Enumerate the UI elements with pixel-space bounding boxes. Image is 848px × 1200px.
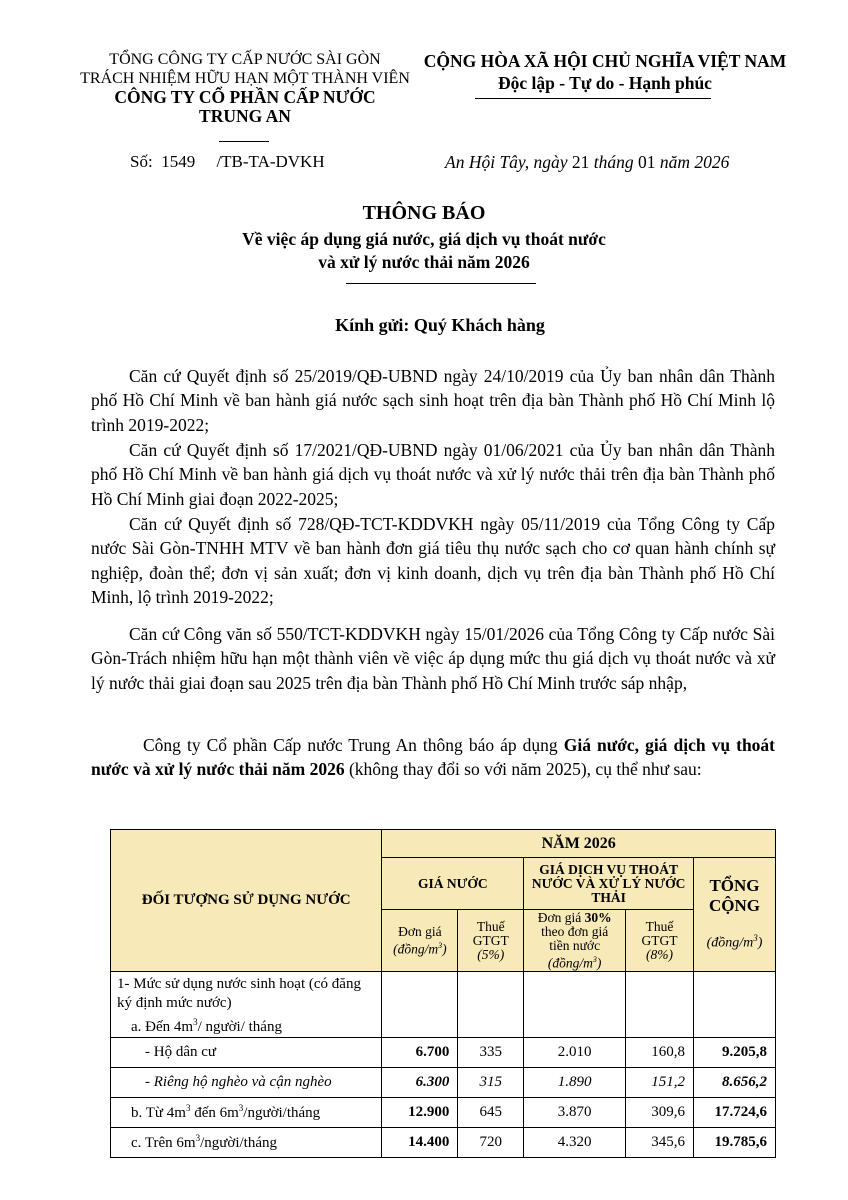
issuer-name-2: TRUNG AN bbox=[199, 106, 291, 126]
vat5-header: Thuế GTGT (5%) bbox=[458, 910, 524, 972]
table-row-group bbox=[111, 972, 776, 1038]
issuer-parent-type: TRÁCH NHIỆM HỮU HẠN MỘT THÀNH VIÊN bbox=[80, 70, 410, 87]
document-number-value: 1549 bbox=[161, 152, 196, 171]
paragraph-3: Căn cứ Quyết định số 728/QĐ-TCT-KDDVKH ngày 05/11/2019 của Tổng Công ty Cấp nước Sài Gòn-TNHH MTV về ban hành đơn giá tiêu thụ nước sạch cho cơ quan hành chính sự nghiệp, đoàn thể; đơn vị sản xuất; đơn vị kinh doanh, dịch vụ trên địa bàn Thành phố Hồ Chí Minh, lộ trình 2019-2022; bbox=[91, 514, 775, 607]
year-header: NĂM 2026 bbox=[382, 830, 776, 858]
service-unit-price-header: Đơn giá 30% theo đơn giá tiền nước $(đồng/m^3)$ bbox=[524, 910, 626, 972]
motto-underline bbox=[475, 98, 711, 99]
paragraph-1: Căn cứ Quyết định số 25/2019/QĐ-UBND ngày 24/10/2019 của Ủy ban nhân dân Thành phố Hồ Chí Minh về ban hành giá nước sạch sinh hoạt trên địa bàn Thành phố Hồ Chí Minh lộ trình 2019-2022; bbox=[91, 366, 775, 435]
table-row: - Hộ dân cư 6.700 335 2.010 160,8 9.205,8 bbox=[111, 1038, 776, 1068]
col-object-header: ĐỐI TƯỢNG SỬ DỤNG NƯỚC bbox=[111, 830, 382, 972]
group-label: 1- Mức sử dụng nước sinh hoạt (có đăng ký định mức nước) a. Đến $4m^3/$ người/ tháng bbox=[111, 972, 382, 1038]
issuer-block bbox=[80, 50, 410, 126]
notice-paragraph: Công ty Cổ phần Cấp nước Trung An thông báo áp dụng Giá nước, giá dịch vụ thoát nước và xử lý nước thải năm 2026 (không thay đổi so với năm 2025), cụ thể như sau: bbox=[91, 735, 775, 780]
vat8-header: Thuế GTGT (8%) bbox=[626, 910, 694, 972]
document-subject: Về việc áp dụng giá nước, giá dịch vụ thoát nước và xử lý nước thải năm 2026 bbox=[242, 229, 606, 272]
salutation: Kính gửi: Quý Khách hàng bbox=[335, 315, 545, 335]
document-number: Số: 1549 /TB-TA-DVKH bbox=[130, 152, 325, 171]
title-divider bbox=[346, 283, 536, 284]
total-header: TỔNG CỘNG $(đồng/m^3)$ bbox=[694, 858, 776, 972]
unit-price-header: Đơn giá $(đồng/m^3)$ bbox=[382, 910, 458, 972]
paragraph-4: Căn cứ Công văn số 550/TCT-KDDVKH ngày 15/01/2026 của Tổng Công ty Cấp nước Sài Gòn-Trách nhiệm hữu hạn một thành viên về việc áp dụng mức thu giá dịch vụ thoát nước và xử lý nước thải giai đoạn sau 2025 trên địa bàn Thành phố Hồ Chí Minh trước sáp nhập, bbox=[91, 624, 775, 693]
table-row: c. Trên $6m^3/người$/tháng 14.400 720 4.320 345,6 19.785,6 bbox=[111, 1128, 776, 1158]
motto: Độc lập - Tự do - Hạnh phúc bbox=[498, 73, 712, 93]
document-title: THÔNG BÁO bbox=[362, 202, 486, 224]
service-price-header: GIÁ DỊCH VỤ THOÁT NƯỚC VÀ XỬ LÝ NƯỚC THẢI bbox=[524, 858, 694, 910]
national-motto bbox=[410, 50, 800, 94]
document-date: An Hội Tây, ngày 21 tháng 01 năm 2026 bbox=[445, 152, 730, 172]
paragraph-2: Căn cứ Quyết định số 17/2021/QĐ-UBND ngày 01/06/2021 của Ủy ban nhân dân Thành phố Hồ Chí Minh về ban hành giá dịch vụ thoát nước và xử lý nước thải trên địa bàn Thành phố Hồ Chí Minh giai đoạn 2022-2025; bbox=[91, 440, 775, 509]
issuer-parent: TỔNG CÔNG TY CẤP NƯỚC SÀI GÒN bbox=[109, 51, 381, 68]
price-table bbox=[110, 829, 776, 1158]
table-row: - Riêng hộ nghèo và cận nghèo 6.300 315 1.890 151,2 8.656,2 bbox=[111, 1068, 776, 1098]
table-row: b. Từ $4m^3$ đến $6m^3/người$/tháng 12.900 645 3.870 309,6 17.724,6 bbox=[111, 1098, 776, 1128]
issuer-underline bbox=[219, 141, 269, 142]
water-price-header: GIÁ NƯỚC bbox=[382, 858, 524, 910]
country-name: CỘNG HÒA XÃ HỘI CHỦ NGHĨA VIỆT NAM bbox=[423, 51, 787, 71]
issuer-name: CÔNG TY CỔ PHẦN CẤP NƯỚC bbox=[114, 87, 376, 107]
